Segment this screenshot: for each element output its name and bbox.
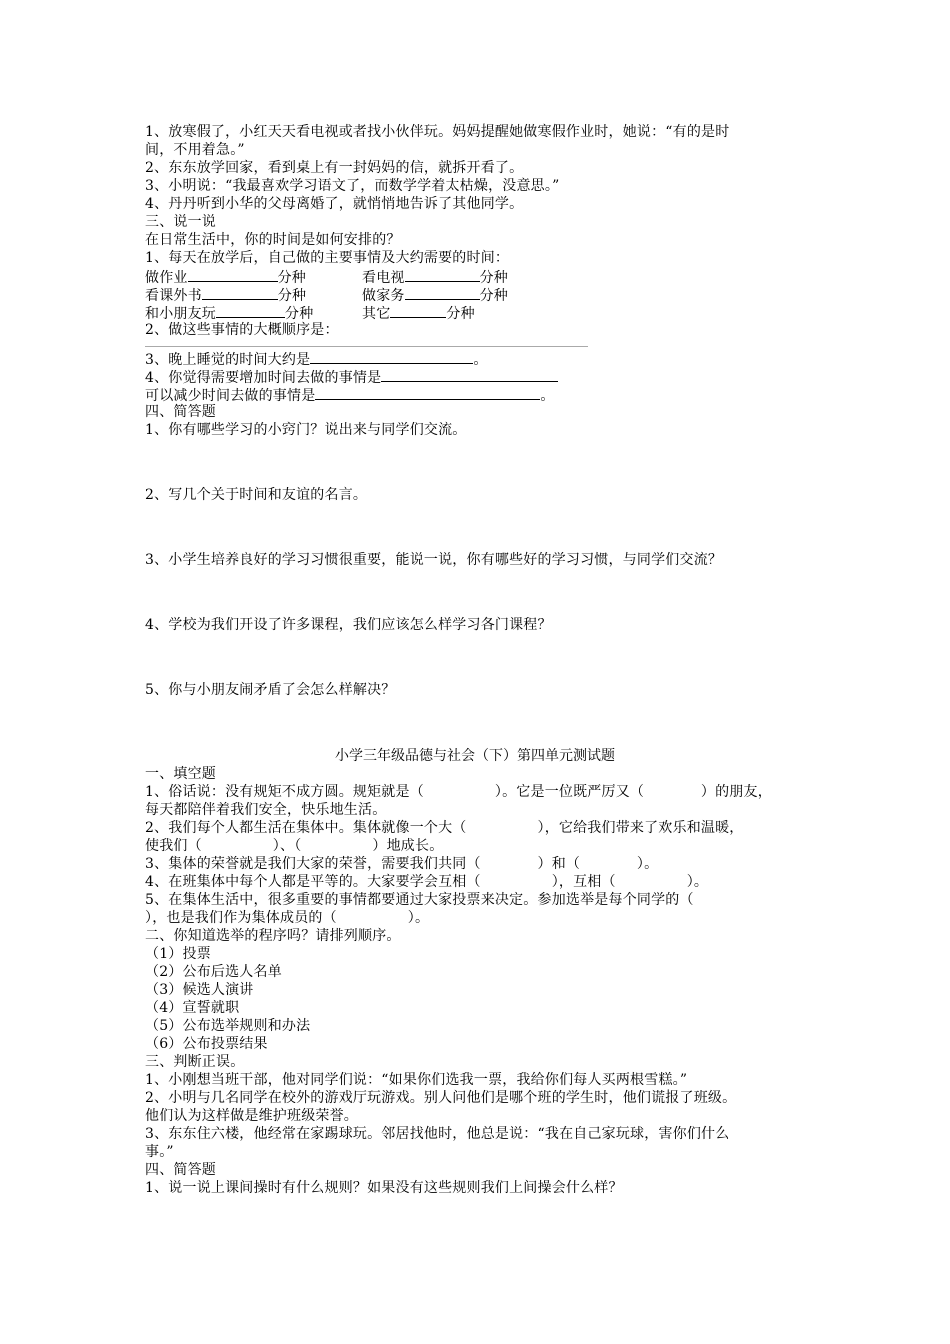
- section-3-question-4: [145, 367, 558, 387]
- bedtime-blank[interactable]: [310, 349, 473, 364]
- unit-label: 分种: [285, 306, 314, 322]
- fill-blank-5-line-1: 5、在集体生活中，很多重要的事情都要通过大家投票来决定。参加选举是每个同学的（: [145, 892, 694, 908]
- activity-homework-label: 做作业: [145, 270, 188, 286]
- section-3-question-3: [145, 349, 488, 369]
- question-4b-text: 可以减少时间去做的事情是: [145, 388, 316, 404]
- section-3-question-4b: [145, 385, 555, 405]
- judge-item-3: 3、小明说：“我最喜欢学习语文了，而数学学着太枯燥，没意思。”: [145, 178, 560, 194]
- fill-blank-2-line-2: 使我们（ ）、（ ）地成长。: [145, 838, 444, 854]
- question-4b-end: 。: [540, 388, 555, 404]
- fill-blank-heading: 一、填空题: [145, 766, 216, 782]
- short-answer-1: 1、你有哪些学习的小窍门？说出来与同学们交流。: [145, 422, 467, 438]
- judge-2-item-2-line-1: 2、小明与几名同学在校外的游戏厅玩游戏。别人问他们是哪个班的学生时，他们谎报了班级。: [145, 1090, 737, 1106]
- judge-item-1-line-2: 间，不用着急。”: [145, 142, 245, 158]
- judge-2-item-2-line-2: 他们认为这样做是维护班级荣誉。: [145, 1108, 358, 1124]
- unit-label: 分种: [277, 288, 307, 304]
- activity-chores-label: 做家务: [362, 288, 405, 304]
- election-step: （2）公布后选人名单: [145, 964, 282, 980]
- fill-blank-2-line-1: 2、我们每个人都生活在集体中。集体就像一个大（ ），它给我们带来了欢乐和温暖，: [145, 820, 744, 836]
- election-step: （5）公布选举规则和办法: [145, 1018, 311, 1034]
- other-time-blank[interactable]: [390, 303, 446, 318]
- increase-time-blank[interactable]: [381, 367, 558, 382]
- activity-row-2: [145, 285, 306, 305]
- election-heading: 二、你知道选举的程序吗？请排列顺序。: [145, 928, 401, 944]
- short-answer-2: 2、写几个关于时间和友谊的名言。: [145, 487, 368, 503]
- short-answer-2-1: 1、说一说上课间操时有什么规则？如果没有这些规则我们上间操会什么样？: [145, 1180, 623, 1196]
- activity-row-1-col-2: [362, 267, 508, 287]
- fill-blank-3: 3、集体的荣誉就是我们大家的荣誉，需要我们共同（ ）和（ ）。: [145, 856, 659, 872]
- short-answer-5: 5、你与小朋友闹矛盾了会怎么样解决？: [145, 682, 396, 698]
- section-3-heading: 三、说一说: [145, 214, 216, 230]
- short-answer-heading-2: 四、简答题: [145, 1162, 216, 1178]
- activity-row-2-col-2: [362, 285, 508, 305]
- fill-blank-5-line-2: ），也是我们作为集体成员的（ ）。: [145, 910, 430, 926]
- judge-item-1-line-1: 1、放寒假了，小红天天看电视或者找小伙伴玩。妈妈提醒她做寒假作业时，她说：“有的是时: [145, 124, 730, 140]
- activity-friends-label: 和小朋友玩: [145, 306, 216, 322]
- judge-2-item-3-line-1: 3、东东住六楼，他经常在家踢球玩。邻居找他时，他总是说：“我在自己家玩球，害你们什么: [145, 1126, 730, 1142]
- reduce-time-blank[interactable]: [315, 385, 540, 400]
- unit-label: 分种: [479, 288, 509, 304]
- fill-blank-1-line-1: 1、俗话说：没有规矩不成方圆。规矩就是（ ）。它是一位既严厉又（ ）的朋友，: [145, 784, 772, 800]
- judge-item-4: 4、丹丹听到小华的父母离婚了，就悄悄地告诉了其他同学。: [145, 196, 524, 212]
- activity-row-1: [145, 267, 306, 287]
- judge-2-item-3-line-2: 事。”: [145, 1144, 174, 1160]
- books-time-blank[interactable]: [202, 285, 278, 300]
- election-step: （1）投票: [145, 946, 211, 962]
- activity-other-label: 其它: [362, 306, 391, 322]
- judge-2-item-1: 1、小刚想当班干部，他对同学们说：“如果你们选我一票，我给你们每人买两根雪糕。”: [145, 1072, 688, 1088]
- answer-line[interactable]: [145, 346, 588, 347]
- election-step: （4）宣誓就职: [145, 1000, 240, 1016]
- section-3-question-2: 2、做这些事情的大概顺序是：: [145, 322, 339, 338]
- election-step: （3）候选人演讲: [145, 982, 254, 998]
- fill-blank-1-line-2: 每天都陪伴着我们安全，快乐地生活。: [145, 802, 387, 818]
- activity-row-3: [145, 303, 313, 323]
- unit-label: 分种: [446, 306, 475, 322]
- fill-blank-4: 4、在班集体中每个人都是平等的。大家要学会互相（ ），互相（ ）。: [145, 874, 709, 890]
- question-3-end: 。: [473, 352, 488, 368]
- unit-label: 分种: [277, 270, 307, 286]
- activity-tv-label: 看电视: [362, 270, 405, 286]
- section-4-heading: 四、简答题: [145, 404, 216, 420]
- judge-item-2: 2、东东放学回家，看到桌上有一封妈妈的信，就拆开看了。: [145, 160, 524, 176]
- question-3-text: 3、晚上睡觉的时间大约是: [145, 352, 311, 368]
- tv-time-blank[interactable]: [405, 267, 480, 282]
- homework-time-blank[interactable]: [188, 267, 278, 282]
- unit-label: 分种: [479, 270, 509, 286]
- judge-heading: 三、判断正误。: [145, 1054, 245, 1070]
- section-3-question-1: 1、每天在放学后，自己做的主要事情及大约需要的时间：: [145, 250, 510, 266]
- section-3-intro: 在日常生活中，你的时间是如何安排的？: [145, 232, 401, 248]
- election-step: （6）公布投票结果: [145, 1036, 268, 1052]
- chores-time-blank[interactable]: [405, 285, 480, 300]
- short-answer-3: 3、小学生培养良好的学习习惯很重要，能说一说，你有哪些好的学习习惯，与同学们交流？: [145, 552, 723, 568]
- question-4-text: 4、你觉得需要增加时间去做的事情是: [145, 370, 382, 386]
- friends-time-blank[interactable]: [216, 303, 285, 318]
- activity-row-3-col-2: [362, 303, 475, 323]
- page-title: 小学三年级品德与社会（下）第四单元测试题: [335, 748, 615, 764]
- short-answer-4: 4、学校为我们开设了许多课程，我们应该怎么样学习各门课程？: [145, 617, 552, 633]
- activity-books-label: 看课外书: [145, 288, 202, 304]
